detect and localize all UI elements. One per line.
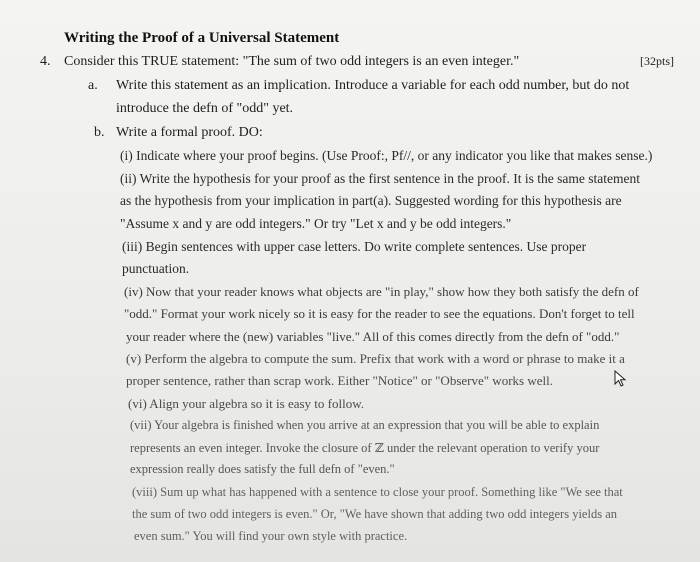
instruction-line: punctuation.	[122, 261, 190, 276]
instruction-line: your reader where the (new) variables "live." All of this comes directly from the defn of "odd."	[126, 329, 620, 344]
instruction-line: (iii) Begin sentences with upper case letters. Do write complete sentences. Use proper	[122, 239, 587, 254]
instruction-line: as the hypothesis from your implication in part(a). Suggested wording for this hypothesis are	[120, 193, 622, 208]
page-title: Writing the Proof of a Universal Statement	[64, 30, 340, 46]
instruction-line: (viii) Sum up what has happened with a sentence to close your proof. Something like "We see that	[132, 485, 623, 499]
instruction-line: (iv) Now that your reader knows what objects are "in play," show how they both satisfy the defn of	[124, 284, 639, 299]
points-badge: [32pts]	[640, 54, 674, 68]
instruction-line: proper sentence, rather than scrap work. Either "Notice" or "Observe" works well.	[126, 373, 553, 388]
part-a-line: introduce the defn of "odd" yet.	[116, 101, 294, 116]
instruction-line: "Assume x and y are odd integers." Or try "Let x and y be odd integers."	[120, 216, 512, 231]
instruction-line: (i) Indicate where your proof begins. (Use Proof:, Pf//, or any indicator you like that makes sense.)	[120, 148, 653, 163]
mouse-pointer-icon	[614, 370, 628, 388]
instruction-line: even sum." You will find your own style with practice.	[134, 529, 408, 543]
part-a-marker: a.	[88, 78, 98, 93]
instruction-line: the sum of two odd integers is even." Or, "We have shown that adding two odd integers yields an	[132, 507, 617, 521]
instruction-line: (vi) Align your algebra so it is easy to follow.	[128, 396, 365, 411]
instruction-line: (vii) Your algebra is finished when you arrive at an expression that you will be able to explain	[130, 418, 600, 432]
instruction-line: "odd." Format your work nicely so it is easy for the reader to see the equations. Don't forget to tell	[124, 306, 635, 321]
instruction-line: (ii) Write the hypothesis for your proof as the first sentence in the proof. It is the same statement	[120, 171, 640, 186]
part-a-line: Write this statement as an implication. Introduce a variable for each odd number, but do not	[116, 78, 630, 93]
question-text: Consider this TRUE statement: "The sum of two odd integers is an even integer."	[64, 54, 520, 69]
instruction-line: (v) Perform the algebra to compute the sum. Prefix that work with a word or phrase to make it a	[126, 351, 625, 366]
part-b-marker: b.	[94, 125, 105, 140]
question-number: 4.	[40, 54, 51, 69]
part-b-heading: Write a formal proof. DO:	[116, 125, 263, 140]
instruction-line: represents an even integer. Invoke the closure of ℤ under the relevant operation to verify your	[130, 441, 600, 455]
instruction-line: expression really does satisfy the full defn of "even."	[130, 462, 395, 476]
